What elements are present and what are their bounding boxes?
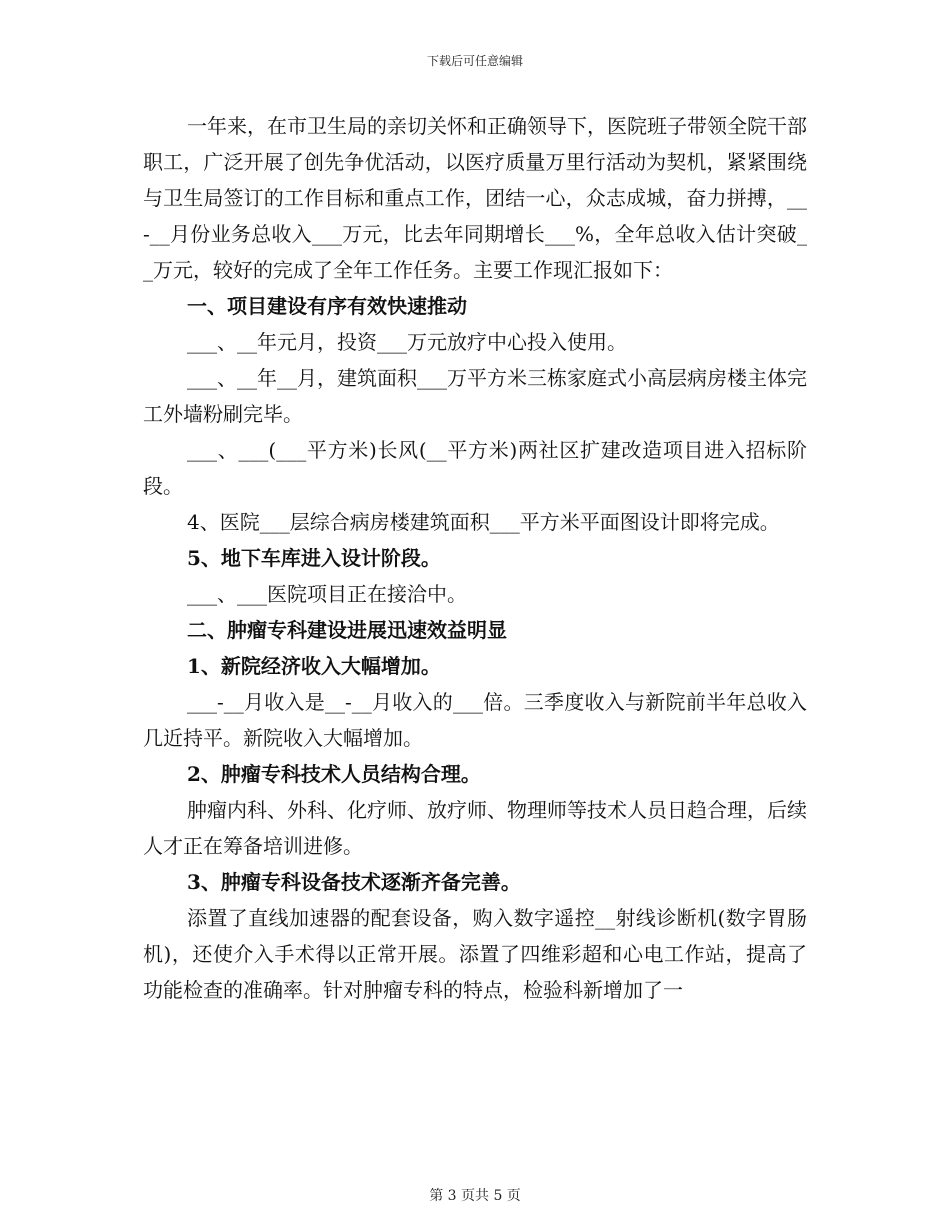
paragraph-item: ___、___医院项目正在接洽中。 xyxy=(187,582,467,606)
paragraph-item: 添置了直线加速器的配套设备，购入数字遥控__射线诊断机(数字胃肠机)，还使介入手术得以正常开展。添置了四维彩超和心电工作站，提高了功能检查的准确率。针对肿瘤专科的特点，检验科新增加了一 xyxy=(143,906,807,1002)
page-footer: 第 3 页共 5 页 xyxy=(429,1188,521,1204)
section-heading-1: 一、项目建设有序有效快速推动 xyxy=(187,294,467,318)
paragraph-intro: 一年来，在市卫生局的亲切关怀和正确领导下，医院班子带领全院干部职工，广泛开展了创先争优活动，以医疗质量万里行活动为契机，紧紧围绕与卫生局签订的工作目标和重点工作，团结一心，众志成城，奋力拼搏，__-__月份业务总收入___万元，比去年同期增长___%，全年总收入估计突破__万元，较好的完成了全年工作任务。主要工作现汇报如下： xyxy=(143,114,807,282)
subheading-item: 3、肿瘤专科设备技术逐渐齐备完善。 xyxy=(187,870,521,894)
paragraph-item: 肿瘤内科、外科、化疗师、放疗师、物理师等技术人员日趋合理，后续人才正在筹备培训进修。 xyxy=(143,798,807,858)
section-heading-2: 二、肿瘤专科建设进展迅速效益明显 xyxy=(187,618,507,642)
subheading-item: 1、新院经济收入大幅增加。 xyxy=(187,654,441,678)
document-body xyxy=(143,108,807,1008)
paragraph-item: ___、___(___平方米)长风(__平方米)两社区扩建改造项目进入招标阶段。 xyxy=(143,438,807,498)
paragraph-item: 4、医院___层综合病房楼建筑面积___平方米平面图设计即将完成。 xyxy=(187,510,780,534)
paragraph-item: ___、__年__月，建筑面积___万平方米三栋家庭式小高层病房楼主体完工外墙粉刷完毕。 xyxy=(143,366,807,426)
subheading-item: 5、地下车库进入设计阶段。 xyxy=(187,546,441,570)
page-header: 下载后可任意编辑 xyxy=(426,54,523,68)
subheading-item: 2、肿瘤专科技术人员结构合理。 xyxy=(187,762,481,786)
paragraph-item: ___-__月收入是__-__月收入的___倍。三季度收入与新院前半年总收入几近持平。新院收入大幅增加。 xyxy=(143,690,807,750)
paragraph-item: ___、__年元月，投资___万元放疗中心投入使用。 xyxy=(187,330,627,354)
